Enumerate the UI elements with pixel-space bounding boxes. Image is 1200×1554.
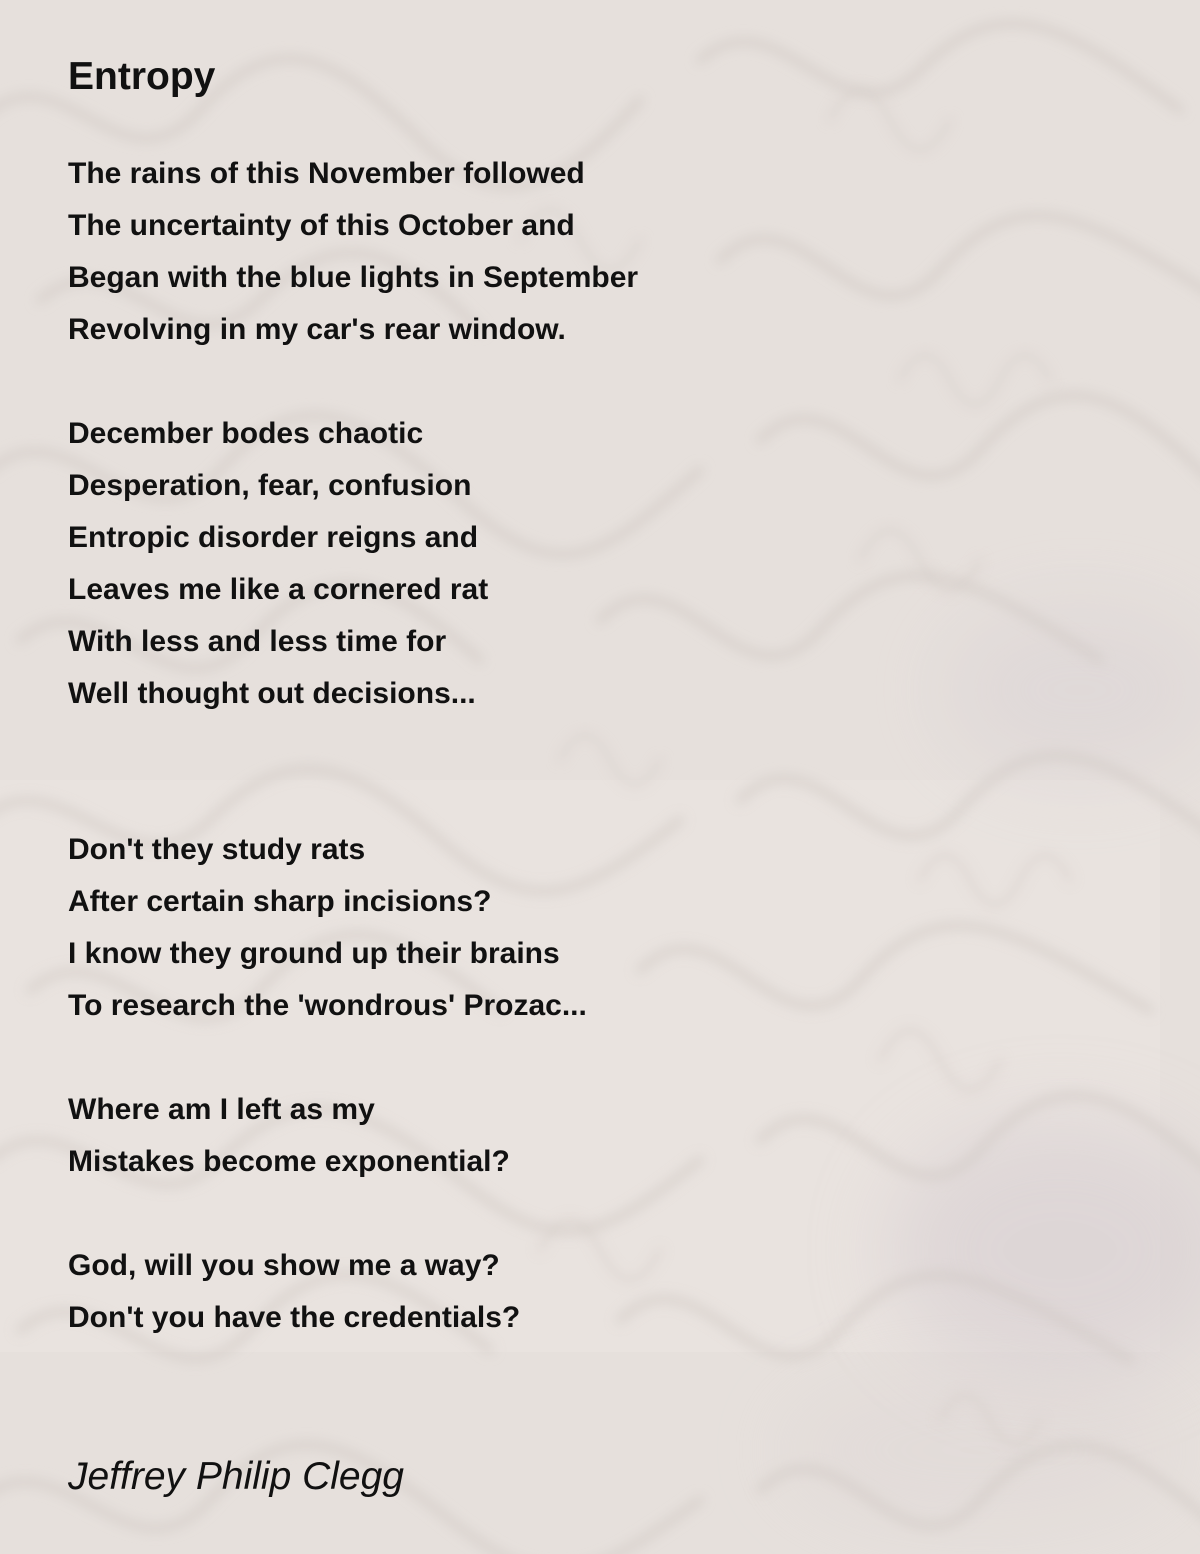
poem-line: Don't they study rats bbox=[68, 833, 366, 866]
poem-line: Desperation, fear, confusion bbox=[68, 469, 472, 502]
poem-line: Where am I left as my bbox=[68, 1093, 375, 1126]
poem-line: Mistakes become exponential? bbox=[68, 1145, 510, 1178]
poem-author: Jeffrey Philip Clegg bbox=[68, 1455, 404, 1498]
poem-line: God, will you show me a way? bbox=[68, 1249, 500, 1282]
poem-line: Don't you have the credentials? bbox=[68, 1301, 521, 1334]
stanza-4 bbox=[68, 1084, 510, 1188]
poem-line: After certain sharp incisions? bbox=[68, 885, 492, 918]
poem-line: Entropic disorder reigns and bbox=[68, 521, 479, 554]
poem-line: Leaves me like a cornered rat bbox=[68, 573, 489, 606]
stanza-2 bbox=[68, 408, 488, 720]
poem-title: Entropy bbox=[68, 55, 216, 98]
poem-line: I know they ground up their brains bbox=[68, 937, 560, 970]
poem-line: The rains of this November followed bbox=[68, 157, 585, 190]
poem-line: The uncertainty of this October and bbox=[68, 209, 575, 242]
poem-line: Revolving in my car's rear window. bbox=[68, 313, 566, 346]
stanza-3 bbox=[68, 824, 587, 1032]
stanza-1 bbox=[68, 148, 638, 356]
poem-line: December bodes chaotic bbox=[68, 417, 424, 450]
poem-line: To research the 'wondrous' Prozac... bbox=[68, 989, 587, 1022]
poem-line: Well thought out decisions... bbox=[68, 677, 476, 710]
stanza-5 bbox=[68, 1240, 520, 1344]
poem-line: With less and less time for bbox=[68, 625, 447, 658]
poem-line: Began with the blue lights in September bbox=[68, 261, 639, 294]
